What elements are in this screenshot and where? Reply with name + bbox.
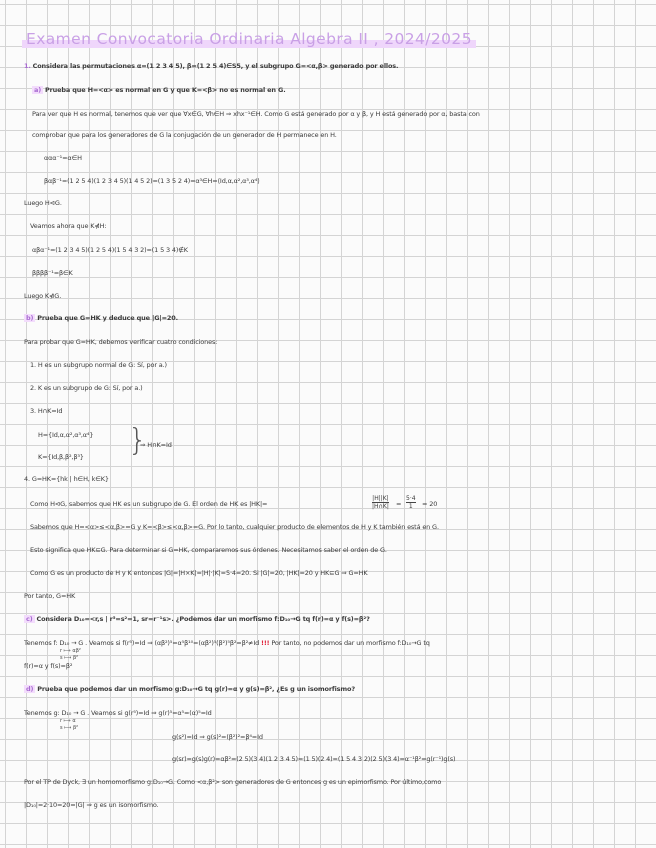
text-line: Por tanto, G=HK xyxy=(24,592,76,600)
exercise-text: Considera las permutaciones α=(1 2 3 4 5), β=(1 2 5 4)∈S5, y el subgrupo G=<α,β> generado por ellos. xyxy=(32,62,399,70)
map-rule: s ⟼ β² xyxy=(60,725,79,731)
text-line: = 20 xyxy=(422,500,438,508)
fraction-denominator: 1 xyxy=(406,502,416,510)
formula-line: K={Id,β,β²,β³} xyxy=(38,453,84,461)
fraction xyxy=(372,495,389,510)
curly-brace-icon: } xyxy=(128,423,148,458)
exercise-number: 1. xyxy=(24,62,31,70)
warning-mark: !!! xyxy=(261,639,270,647)
fraction xyxy=(406,495,416,510)
text-line: f(r)=α y f(s)=β² xyxy=(24,662,73,670)
part-b-label: b) xyxy=(26,314,34,322)
part-d-heading xyxy=(24,685,355,694)
text-line: comprobar que para los generadores de G la conjugación de un generador de H permanece en H. xyxy=(32,131,337,139)
formula-line: g(sr)=g(s)g(r)=αβ²=(2 5)(3 4)(1 2 3 4 5)=(1 5)(2 4)=(1 5 4 3 2)(2 5)(3 4)=α⁻¹β²=g(r⁻¹)g(s) xyxy=(172,755,456,763)
notebook-page: Examen Convocatoria Ordinaria Algebra II , 2024/2025 1. Considera las permutaciones α=(1 2 3 4 5), β=(1 2 5 4)∈S5, y el subgrupo G=<α,β> generado por ellos. a) Prueba que H=<α> es normal en G y que K=<β> no es normal en G. Para ver que H es normal, tenemos que ver que ∀x∈G, ∀h∈H ⇒ xhx⁻¹∈H. Como G está generado por α y β, y H está generado por α, basta con comprobar que para los generadores de G la conjugación de un generador de H permanece en H. ααα⁻¹=α∈H βαβ⁻¹=(1 2 5 4)(1 2 3 4 5)(1 4 5 2)=(1 3 5 2 4)=α³∈H=⟨Id,α,α²,α³,α⁴⟩ Luego H⊲G. Veamos ahora que K⋪H: αβα⁻¹=(1 2 3 4 5)(1 2 5 4)(1 5 4 3 2)=(1 5 3 4)∉K ββββ⁻¹=β∈K Luego K⋪G. b) Prueba que G=HK y deduce que |G|=20. Para probar que G=HK, debemos verificar cuatro condiciones: 1. H es un subgrupo normal de G: Sí, por a.) 2. K es un subgrupo de G: Sí, por a.) 3. H∩K=Id H={Id,α,α²,α³,α⁴} K={Id,β,β²,β³} } ⇒ H∩K=Id 4. G=HK={hk | h∈H, k∈K} Como H⊲G, sabemos que HK es un subgrupo de G. El orden de HK es |HK|= $\frac{|H||K|}{|H\cap K|}$ = $\frac{5\cdot 4}{1}$ = 20 Sabemos que H=<α>≤<α,β>=G y K=<β>≤<α,β>=G. Por lo tanto, cualquier producto de elementos de H y K también está en G. Esto significa que HK⊆G. Para determinar si G=HK, compararemos sus órdenes. Necesitamos saber el orden de G. Como G es un producto de H y K entonces |G|=|H×K|=|H|·|K|=5·4=20. Si |G|=20, |HK|=20 y HK⊆G ⇒ G=HK Por tanto, G=HK c) Considera D₁₀=<r,s | r⁵=s²=1, sr=r⁻¹s>. ¿Podemos dar un morfismo f:D₁₀→G tq f(r)=α y f(s)=β²? Tenemos f: D₁₀ → G . Veamos si f(r⁵)=Id ⇒ (αβ²)⁵=α⁵β¹⁰=(αβ²)⁵(β²)⁵β²=β²≠Id !!! Por tanto, no podemos dar un morfismo f:D₁₀→G tq r ⟼ αβ² s ⟼ β² f(r)=α y f(s)=β² d) Prueba que podemos dar un morfismo g:D₁₀→G tq g(r)=α y g(s)=β², ¿Es g un isomorfismo? Tenemos g: D₁₀ → G . Veamos si g(r⁵)=Id ⇒ g(r)⁵=α⁵=(α)⁵=Id r ⟼ α s ⟼ β² g(s²)=Id ⇒ g(s)²=(β²)²=β⁴=Id g(sr)=g(s)g(r)=αβ²=(2 5)(3 4)(1 2 3 4 5)=(1 5)(2 4)=(1 5 4 3 2)(2 5)(3 4)=α⁻¹β²=g(r⁻¹)g(s) Por el TP de Dyck, ∃ un homomorfismo g:D₁₀→G. Como <α,β²> son generadores de G entonces g es un epimorfismo. Por último,como |D₁₀|=2·10=20=|G| ⇒ g es un isomorfismo. xyxy=(24,30,480,809)
text-line: Por el TP de Dyck, ∃ un homomorfismo g:D₁₀→G. Como <α,β²> son generadores de G entonces g es un epimorfismo. Por último,como xyxy=(24,778,442,786)
text-line: Como G es un producto de H y K entonces |G|=|H×K|=|H|·|K|=5·4=20. Si |G|=20, |HK|=20 y HK⊆G ⇒ G=HK xyxy=(30,569,368,577)
map-rule: s ⟼ β² xyxy=(60,655,79,661)
text-line: Esto significa que HK⊆G. Para determinar si G=HK, compararemos sus órdenes. Necesitamos saber el orden de G. xyxy=(30,546,387,554)
text-line: Tenemos g: D₁₀ → G . Veamos si g(r⁵)=Id ⇒ g(r)⁵=α⁵=(α)⁵=Id xyxy=(24,709,212,717)
part-d-text: Prueba que podemos dar un morfismo g:D₁₀→G tq g(r)=α y g(s)=β², ¿Es g un isomorfismo? xyxy=(37,685,355,693)
text-line: Veamos ahora que K⋪H: xyxy=(30,222,107,230)
part-c-heading xyxy=(24,615,370,624)
part-b-heading xyxy=(24,314,178,323)
text-line: Sabemos que H=<α>≤<α,β>=G y K=<β>≤<α,β>=G. Por lo tanto, cualquier producto de elementos de H y K también está en G. xyxy=(30,523,439,531)
fraction-numerator: |H||K| xyxy=(372,495,389,502)
page-title: Examen Convocatoria Ordinaria Algebra II , 2024/2025 xyxy=(22,30,476,48)
text-line: Luego K⋪G. xyxy=(24,292,62,300)
formula-line: g(s²)=Id ⇒ g(s)²=(β²)²=β⁴=Id xyxy=(172,733,263,741)
list-item: 1. H es un subgrupo normal de G: Sí, por a.) xyxy=(30,361,167,369)
text-line: Para probar que G=HK, debemos verificar cuatro condiciones: xyxy=(24,338,218,346)
part-c-text: Considera D₁₀=<r,s | r⁵=s²=1, sr=r⁻¹s>. ¿Podemos dar un morfismo f:D₁₀→G tq f(r)=α y f(s)=β²? xyxy=(36,615,370,623)
formula-line: βαβ⁻¹=(1 2 5 4)(1 2 3 4 5)(1 4 5 2)=(1 3 5 2 4)=α³∈H=⟨Id,α,α²,α³,α⁴⟩ xyxy=(44,177,260,185)
text-line: Luego H⊲G. xyxy=(24,199,62,207)
text-line: Para ver que H es normal, tenemos que ver que ∀x∈G, ∀h∈H ⇒ xhx⁻¹∈H. Como G está generado por α y β, y H está generado por α, basta con xyxy=(32,110,480,118)
brace-note: ⇒ H∩K=Id xyxy=(140,441,172,449)
map-rule: r ⟼ αβ² xyxy=(60,648,81,654)
part-a-heading xyxy=(32,86,286,95)
formula-line: αβα⁻¹=(1 2 3 4 5)(1 2 5 4)(1 5 4 3 2)=(1 5 3 4)∉K xyxy=(32,246,188,254)
formula-line: H={Id,α,α²,α³,α⁴} xyxy=(38,431,94,439)
part-d-label: d) xyxy=(26,685,34,693)
text-line: |D₁₀|=2·10=20=|G| ⇒ g es un isomorfismo. xyxy=(24,801,159,809)
part-b-text: Prueba que G=HK y deduce que |G|=20. xyxy=(37,314,178,322)
text-line: Como H⊲G, sabemos que HK es un subgrupo de G. El orden de HK es |HK|= xyxy=(30,500,268,508)
map-rule: r ⟼ α xyxy=(60,718,76,724)
exercise-statement xyxy=(24,62,398,71)
formula-line: ββββ⁻¹=β∈K xyxy=(32,269,73,277)
part-a-text: Prueba que H=<α> es normal en G y que K=<β> no es normal en G. xyxy=(44,86,286,94)
fraction-numerator: 5·4 xyxy=(406,495,416,502)
formula-line: ααα⁻¹=α∈H xyxy=(44,154,82,162)
fraction-denominator: |H∩K| xyxy=(372,503,389,510)
list-item: 4. G=HK={hk | h∈H, k∈K} xyxy=(24,475,109,483)
text-line: Tenemos f: D₁₀ → G . Veamos si f(r⁵)=Id ⇒ (αβ²)⁵=α⁵β¹⁰=(αβ²)⁵(β²)⁵β²=β²≠Id !!! Por tanto, no podemos dar un morfismo f:D₁₀→G tq xyxy=(24,639,430,647)
list-item: 2. K es un subgrupo de G: Sí, por a.) xyxy=(30,384,143,392)
list-item: 3. H∩K=Id xyxy=(30,407,63,415)
part-c-label: c) xyxy=(26,615,33,623)
part-a-label: a) xyxy=(34,86,42,94)
